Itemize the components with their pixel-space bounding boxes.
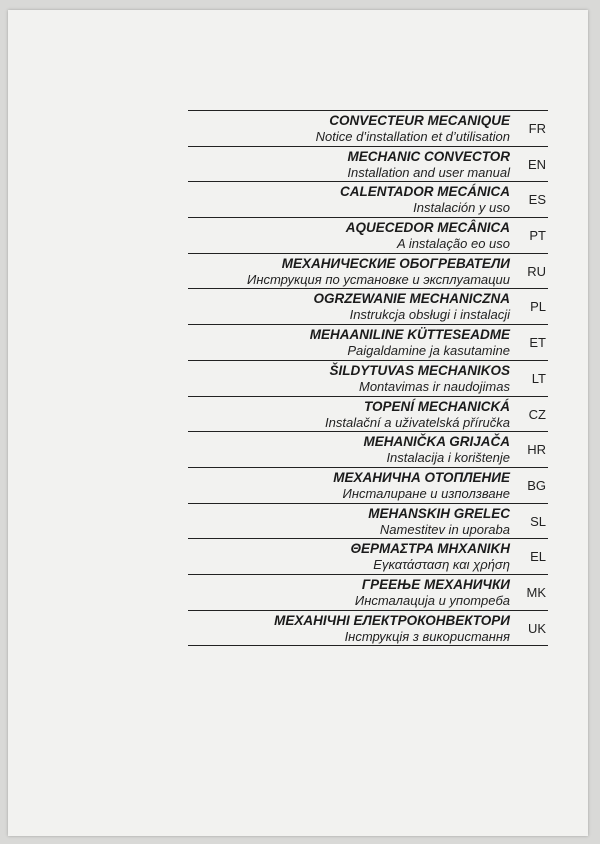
entry-subtitle: Εγκατάσταση και χρήση (373, 557, 510, 573)
entry-title: OGRZEWANIE MECHANICZNA (313, 291, 510, 307)
manual-page (8, 10, 588, 836)
language-entry (188, 539, 548, 575)
language-code: EL (530, 549, 546, 565)
entry-subtitle: Installation and user manual (347, 164, 510, 180)
entry-title: ГРЕЕЊЕ МЕХАНИЧКИ (361, 576, 510, 592)
language-entry (188, 182, 548, 218)
entry-title: MEHAANILINE KÜTTESEADME (309, 327, 510, 343)
entry-title: МЕХАНИЧЕСКИЕ ОБОГРЕВАТЕЛИ (281, 255, 510, 271)
language-code: UK (527, 620, 546, 636)
entry-subtitle: Інструкція з використання (344, 628, 510, 644)
language-code: LT (531, 370, 546, 386)
entry-subtitle: Instrukcja obsługi i instalacji (349, 307, 510, 323)
language-entry (188, 325, 548, 361)
language-code: ES (528, 192, 546, 208)
language-entry (188, 468, 548, 504)
entry-subtitle: Инсталиране и използване (342, 485, 510, 501)
language-code: ET (529, 335, 546, 351)
language-list (188, 110, 548, 646)
entry-title: TOPENÍ MECHANICKÁ (363, 398, 510, 414)
entry-title: MECHANIC CONVECTOR (347, 148, 510, 164)
entry-subtitle: Инсталација и употреба (354, 592, 510, 608)
language-code: CZ (528, 406, 546, 422)
language-code: BG (527, 477, 546, 493)
language-entry (188, 575, 548, 611)
language-entry (188, 254, 548, 290)
language-code: SL (530, 513, 546, 529)
entry-title: MEHANIČKA GRIJAČA (363, 434, 510, 450)
entry-subtitle: Инструкция по установке и эксплуатации (247, 271, 510, 287)
language-entry (188, 147, 548, 183)
language-entry (188, 611, 548, 647)
language-code: HR (527, 442, 546, 458)
entry-title: МЕХАНИЧНА ОТОПЛЕНИЕ (333, 469, 510, 485)
language-code: MK (526, 584, 546, 600)
language-entry (188, 361, 548, 397)
entry-subtitle: Montavimas ir naudojimas (358, 378, 510, 394)
entry-title: AQUECEDOR MECÂNICA (345, 220, 510, 236)
language-entry (188, 218, 548, 254)
entry-title: MEHANSKIH GRELEC (368, 505, 510, 521)
language-entry (188, 504, 548, 540)
entry-subtitle: Paigaldamine ja kasutamine (347, 343, 510, 359)
entry-title: ΘΕΡΜΑΣΤΡΑ ΜΗΧΑΝΙΚΗ (350, 541, 510, 557)
language-code: RU (527, 263, 546, 279)
entry-title: CONVECTEUR MECANIQUE (329, 113, 510, 128)
entry-title: ŠILDYTUVAS MECHANIKOS (329, 362, 510, 378)
entry-subtitle: Namestitev in uporaba (379, 521, 510, 537)
language-entry (188, 397, 548, 433)
language-code: PL (530, 299, 546, 315)
entry-subtitle: Notice d’installation et d’utilisation (315, 129, 510, 144)
language-entry (188, 432, 548, 468)
entry-subtitle: Instalación y uso (413, 200, 510, 216)
language-entry (188, 289, 548, 325)
language-code: PT (529, 228, 546, 244)
language-entry (188, 111, 548, 147)
language-code: EN (527, 156, 546, 172)
entry-subtitle: A instalação eo uso (397, 236, 510, 252)
entry-title: МЕХАНІЧНІ ЕЛЕКТРОКОНВЕКТОРИ (274, 612, 510, 628)
entry-subtitle: Instalacija i korištenje (386, 450, 510, 466)
entry-title: CALENTADOR MECÁNICA (340, 184, 510, 200)
entry-subtitle: Instalační a uživatelská příručka (325, 414, 510, 430)
language-code: FR (528, 121, 546, 136)
